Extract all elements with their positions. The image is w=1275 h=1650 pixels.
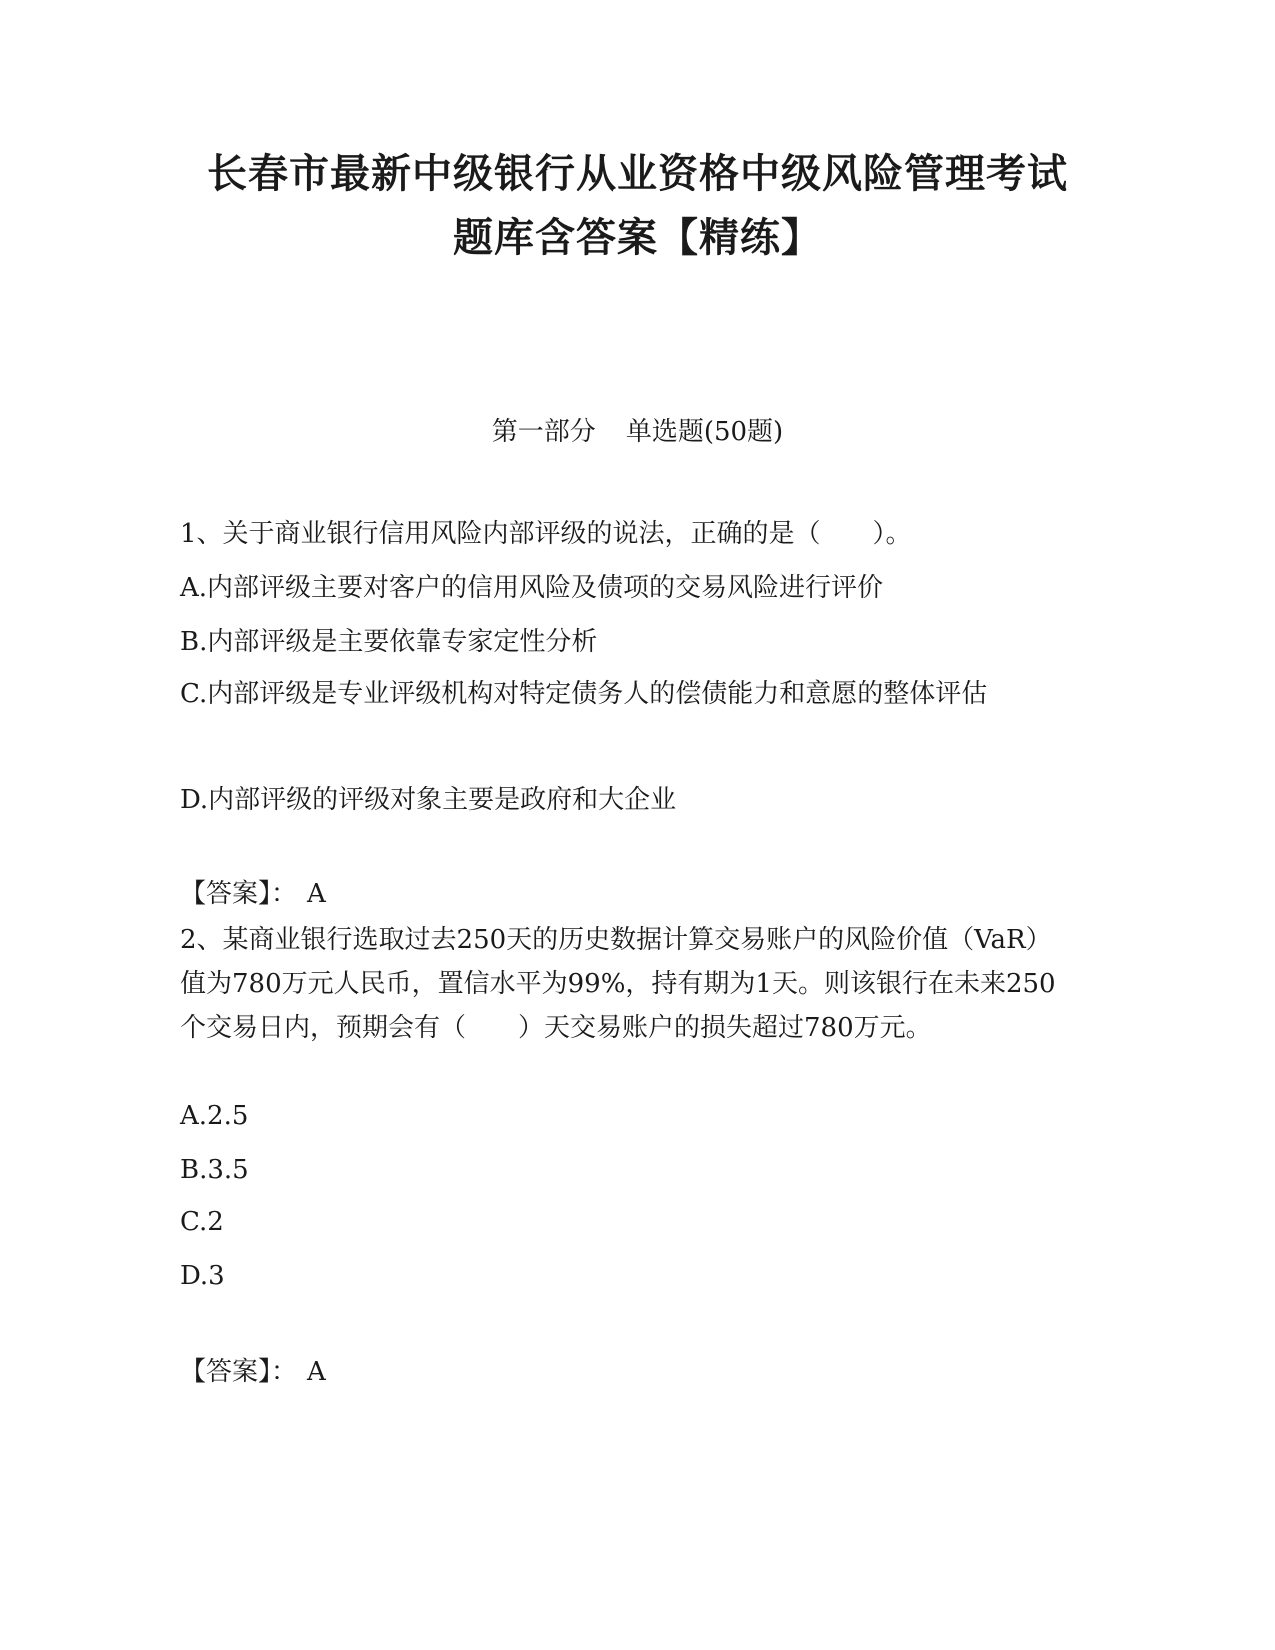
question-2-answer [180, 1350, 326, 1394]
question-2-option-b: B.3.5 [180, 1155, 249, 1185]
answer-label: 【答案】： [180, 879, 298, 909]
answer-value: A [307, 1357, 326, 1387]
question-2-option-a: A.2.5 [180, 1101, 249, 1131]
section-heading [0, 412, 1275, 452]
document-title [150, 142, 1125, 270]
question-2-option-d: D.3 [180, 1261, 225, 1291]
question-2-option-c: C.2 [180, 1207, 224, 1237]
answer-value: A [307, 879, 326, 909]
question-1-stem: 1、关于商业银行信用风险内部评级的说法，正确的是（ ）。 [180, 519, 912, 549]
question-1-option-a: A.内部评级主要对客户的信用风险及债项的交易风险进行评价 [180, 573, 884, 603]
answer-label: 【答案】： [180, 1357, 298, 1387]
question-1-answer [180, 872, 326, 916]
question-2-stem: 2、某商业银行选取过去250天的历史数据计算交易账户的风险价值（VaR）值为780万元人民币，置信水平为99%，持有期为1天。则该银行在未来250个交易日内，预期会有（ ）天交易账户的损失超过780万元。 [180, 925, 1056, 1043]
question-1-option-d: D.内部评级的评级对象主要是政府和大企业 [180, 785, 677, 815]
title-line-2: 题库含答案【精练】 [453, 215, 822, 261]
section-name: 单选题(50题) [625, 417, 784, 447]
question-1-option-b: B.内部评级是主要依靠专家定性分析 [180, 627, 598, 657]
title-line-1: 长春市最新中级银行从业资格中级风险管理考试 [207, 151, 1068, 197]
section-part: 第一部分 [491, 417, 596, 447]
question-1-option-c: C.内部评级是专业评级机构对特定债务人的偿债能力和意愿的整体评估 [180, 679, 988, 709]
